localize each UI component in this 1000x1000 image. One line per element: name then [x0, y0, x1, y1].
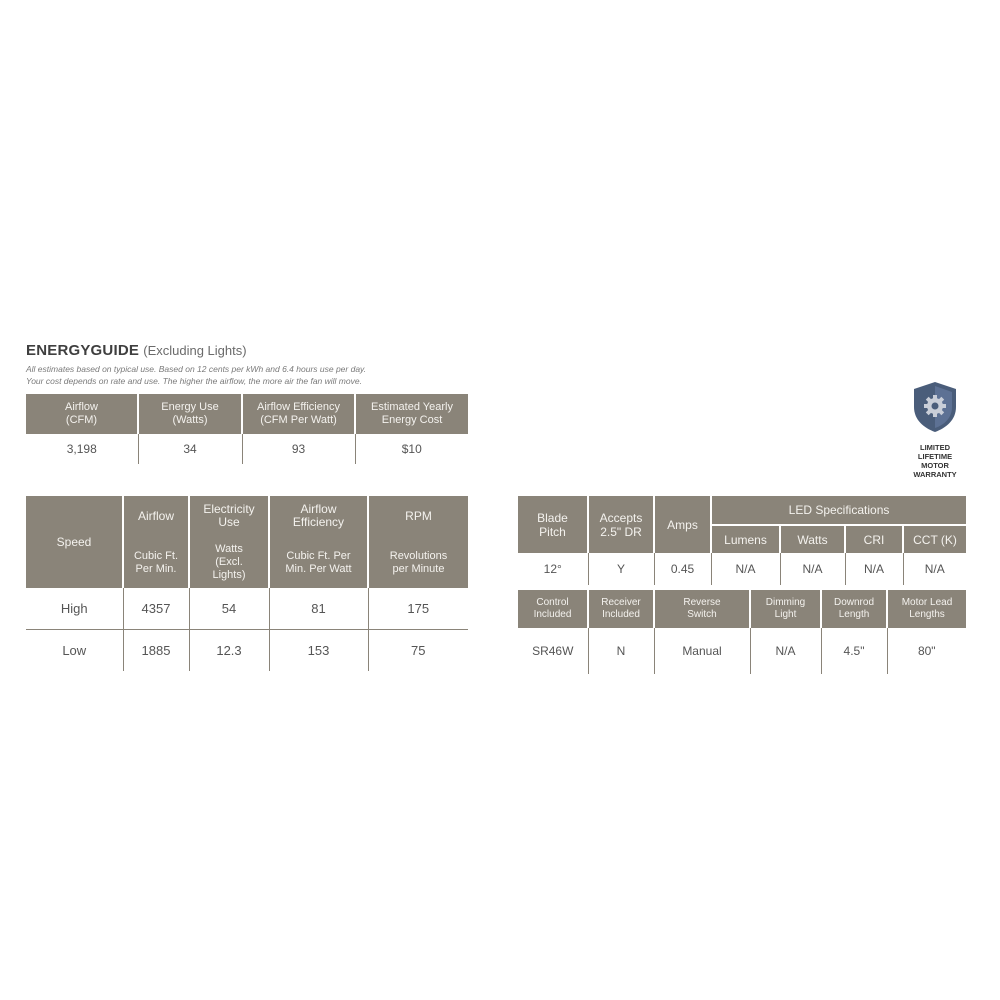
header-text: Efficiency: [292, 515, 345, 529]
header-text: Light: [774, 609, 797, 620]
control-included-cell: SR46W: [518, 628, 588, 674]
header-text: Cubic Ft. Per: [286, 549, 351, 562]
value-energy-use: 34: [138, 434, 242, 464]
efficiency-cell: 153: [269, 630, 368, 672]
speed-cell: Low: [26, 630, 123, 672]
header-text: Airflow: [64, 401, 98, 413]
energy-guide-title: [26, 342, 247, 359]
header-cri: CRI: [845, 525, 903, 553]
shield-gear-icon: [910, 380, 960, 434]
receiver-included-cell: N: [588, 628, 654, 674]
rpm-cell: 175: [368, 588, 468, 630]
header-dimming-light: [750, 590, 821, 628]
header-text: Receiver: [601, 597, 641, 608]
header-reverse-switch: [654, 590, 750, 628]
warranty-line: LIFETIME: [917, 452, 953, 461]
header-text: Cubic Ft.: [133, 549, 178, 562]
warranty-line: MOTOR: [921, 461, 949, 470]
header-text: Electricity: [203, 502, 255, 516]
cct-cell: N/A: [924, 562, 945, 576]
lumens-cell: N/A: [711, 553, 780, 585]
dimming-light-cell: N/A: [750, 628, 821, 674]
blade-led-table: [518, 496, 966, 585]
warranty-line: LIMITED: [920, 443, 950, 452]
watts-cell: 12.3: [189, 630, 269, 672]
control-table: [518, 590, 966, 674]
subheader-revolutions: [368, 537, 468, 589]
header-text: Energy Use: [161, 401, 219, 413]
header-text: Included: [533, 609, 572, 620]
table-row: [518, 553, 966, 585]
subheader-watts: [189, 537, 269, 589]
watts-cell: 54: [189, 588, 269, 630]
energy-guide-subtitle: (Excluding Lights): [143, 343, 247, 358]
header-text: (CFM): [65, 414, 98, 426]
header-airflow-efficiency: [269, 496, 368, 537]
header-blade-pitch: [518, 496, 588, 553]
downrod-length-cell: 4.5": [821, 628, 887, 674]
energy-guide-table: [26, 394, 468, 464]
rpm-cell: 75: [411, 643, 426, 658]
header-text: (CFM Per Watt): [260, 414, 337, 426]
header-led-watts: Watts: [780, 525, 845, 553]
header-text: Motor Lead: [901, 597, 953, 608]
warranty-text: [904, 443, 966, 479]
header-motor-lead-lengths: [887, 590, 966, 628]
warranty-line: WARRANTY: [913, 470, 957, 479]
header-speed: Speed: [26, 496, 123, 588]
header-text: Energy Cost: [381, 414, 443, 426]
header-text: Blade: [537, 510, 568, 525]
header-yearly-cost: [355, 394, 468, 434]
header-text: Use: [218, 515, 240, 529]
header-text: Accepts: [599, 510, 643, 525]
header-text: (Excl.: [215, 556, 243, 568]
led-watts-cell: N/A: [780, 553, 845, 585]
header-text: Airflow: [300, 502, 337, 516]
table-row: [518, 628, 966, 674]
header-text: Pitch: [539, 524, 566, 539]
header-text: per Minute: [392, 562, 445, 575]
airflow-cell: 4357: [123, 588, 189, 630]
header-electricity-use: [189, 496, 269, 537]
speed-cell: High: [26, 588, 123, 630]
subheader-cubic-ft-per-min: [123, 537, 189, 589]
airflow-cell: 1885: [123, 630, 189, 672]
speed-table: [26, 496, 468, 671]
header-downrod-length: [821, 590, 887, 628]
header-airflow: [123, 496, 189, 537]
header-text: Included: [602, 609, 640, 620]
table-row: [26, 630, 468, 672]
header-receiver-included: [588, 590, 654, 628]
header-text: Lights): [212, 569, 246, 581]
reverse-switch-cell: Manual: [654, 628, 750, 674]
header-led-specifications: LED Specifications: [711, 496, 966, 525]
warranty-badge: [904, 380, 966, 479]
header-text: Lengths: [909, 609, 945, 620]
accepts-dr-cell: Y: [588, 553, 654, 585]
header-text: Watts: [215, 543, 243, 555]
table-row: [26, 588, 468, 630]
header-text: Airflow Efficiency: [257, 401, 340, 413]
header-text: Airflow: [137, 508, 174, 523]
header-text: Dimming: [765, 597, 806, 608]
header-text: Estimated Yearly: [371, 401, 453, 413]
header-amps: [654, 496, 711, 553]
energy-note-line-1: All estimates based on typical use. Based on 12 cents per kWh and 6.4 hours use per day.: [26, 364, 367, 374]
header-text: (Watts): [172, 414, 208, 426]
value-airflow-cfm: 3,198: [26, 434, 138, 464]
motor-lead-lengths-cell: 80": [917, 644, 936, 658]
subheader-cfm-per-watt: [269, 537, 368, 589]
cri-cell: N/A: [845, 553, 903, 585]
blade-pitch-cell: 12°: [518, 553, 588, 585]
value-yearly-cost: $10: [401, 442, 422, 456]
header-text: Reverse: [683, 597, 721, 608]
header-text: RPM: [405, 508, 432, 523]
header-text: Length: [838, 609, 870, 620]
header-text: Per Min.: [135, 562, 177, 575]
value-airflow-efficiency: 93: [242, 434, 355, 464]
header-text: 2.5" DR: [600, 524, 642, 539]
header-energy-use: [138, 394, 242, 434]
header-rpm: [368, 496, 468, 537]
amps-cell: 0.45: [654, 553, 711, 585]
header-control-included: [518, 590, 588, 628]
header-text: Revolutions: [389, 549, 448, 562]
efficiency-cell: 81: [269, 588, 368, 630]
header-text: Amps: [667, 517, 698, 532]
header-airflow-cfm: [26, 394, 138, 434]
header-text: Switch: [687, 609, 717, 620]
header-lumens: Lumens: [711, 525, 780, 553]
header-cct: CCT (K): [903, 525, 966, 553]
energy-note-line-2: Your cost depends on rate and use. The higher the airflow, the more air the fan will move.: [26, 376, 362, 386]
energy-guide-heading: ENERGYGUIDE: [26, 342, 140, 359]
header-text: Min. Per Watt: [285, 562, 352, 575]
header-accepts-dr: [588, 496, 654, 553]
header-text: Downrod: [833, 597, 875, 608]
header-text: Control: [536, 597, 569, 608]
header-airflow-efficiency: [242, 394, 355, 434]
